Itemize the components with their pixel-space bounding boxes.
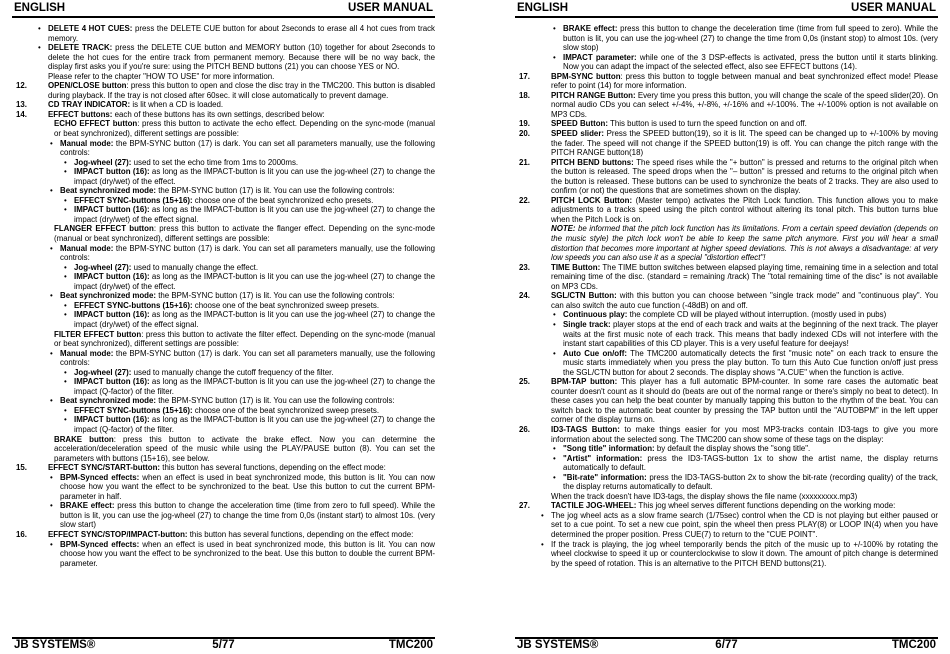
bold-term: BRAKE button [54, 434, 114, 444]
item-number: 25. [519, 377, 530, 387]
bold-term: IMPACT button (16): [74, 310, 150, 320]
bullet-item [12, 24, 435, 43]
bold-term: EFFECT SYNC/STOP/IMPACT-button: [48, 529, 188, 539]
item-text: is lit when a CD is loaded. [130, 100, 224, 110]
bullet-item [12, 167, 435, 186]
item-number: 20. [519, 129, 530, 139]
footer-model: TMC200 [891, 639, 936, 651]
bold-term: OPEN/CLOSE button [48, 81, 127, 91]
item-text: The jog wheel acts as a slow frame search (1/75sec) control when the CD is not playing but either paused or set to a cue point. To set a new cue point, spin the wheel then press PLAY(8) or LOOP IN(4) when you have determined the proper position. Press CUE(7) to return to the "CUE POINT". [551, 510, 938, 539]
bold-term: ID3-TAGS Button: [551, 424, 620, 434]
numbered-item [12, 530, 435, 540]
numbered-item [12, 100, 435, 110]
item-text: as long as the IMPACT-button is lit you can use the jog-wheel (27) to change the impact (dry/wet) of the effect. [74, 272, 435, 291]
bullet-item [12, 244, 435, 263]
paragraph [12, 119, 435, 138]
page-header [12, 2, 435, 17]
item-text: choose one of the beat synchronized echo presets. [192, 195, 374, 205]
paragraph [12, 72, 435, 82]
header-title: USER MANUAL [851, 2, 936, 14]
bullet-item [12, 186, 435, 196]
bullet-item [12, 406, 435, 416]
bullet-item [515, 349, 938, 378]
item-text: the BPM-SYNC button (17) is lit. You can use the following controls: [156, 186, 395, 196]
item-number: 12. [16, 81, 27, 91]
item-text: with this button you can choose between "single track mode" and "continuous play". You can also switch the auto cue function (-48dB) on and off. [551, 291, 938, 310]
bold-term: PITCH RANGE Button: [551, 90, 636, 100]
bold-term: EFFECT buttons: [48, 109, 113, 119]
item-text: the BPM-SYNC button (17) is lit. You can use the following controls: [156, 396, 395, 406]
bold-term: BPM-Synced effects: [60, 539, 140, 549]
header-rule [515, 16, 938, 18]
numbered-item [515, 72, 938, 91]
item-text: press the ID3-TAGS-button 2x to show the bit-rate (recording quality) of the track, the display returns automatically to default. [563, 472, 938, 492]
item-number: 16. [16, 529, 27, 539]
item-text: press the DELETE CUE button and MEMORY button (10) together for about 2seconds to delete the hot cues for the entire track from permanent memory. Because there will be no way back, the display first asks you if you're sure: using the PITCH BEND buttons (21) you can choose YES or NO. [48, 43, 435, 72]
bold-term: PITCH LOCK Button: [551, 195, 633, 205]
item-text: This jog wheel serves different functions depending on the working mode: [636, 501, 896, 511]
bullet-item [515, 511, 938, 540]
page-body [515, 24, 938, 634]
bold-term: IMPACT button (16): [74, 205, 150, 215]
item-text: The speed rises while the "+ button" is pressed and returns to the original pitch when the button is released. The speed drops when the "– button" is pressed and returns to the original pitch when the button is released. These buttons can be used to synchronize the beats of 2 tracks. They are also used to confirm (or not) the questions that are sometimes shown on the display. [551, 157, 938, 196]
bullet-item [12, 43, 435, 72]
bold-term: Beat synchronized mode: [60, 186, 157, 196]
item-text: press this button to change the deceleration time (time from full speed to zero). While the button is lit, you can use the jog-wheel (27) to change the time from 0,0s (instant stop) to almost 10s. (very slow stop) [563, 24, 938, 53]
numbered-item [515, 129, 938, 158]
bold-term: FLANGER EFFECT button [54, 224, 154, 234]
item-text: the BPM-SYNC button (17) is dark. You can set all parameters manually, use the following controls: [60, 138, 435, 158]
item-text: each of these buttons has its own settings, described below: [112, 109, 325, 119]
bullet-item [515, 320, 938, 349]
item-text: by default the display shows the "song title". [654, 444, 811, 454]
item-number: 14. [16, 109, 27, 119]
bullet-item [12, 540, 435, 569]
page-footer [515, 639, 938, 653]
bullet-item [12, 501, 435, 530]
item-text: : press this button to activate the flanger effect. Depending on the sync-mode (manual or beat synchronized), different settings are possible: [54, 224, 435, 244]
item-text: press this button to change the acceleration time (time from zero to full speed). While the button is lit, you can use the jog-wheel (27) to change the time from 0,0s (instant start) to almost 10s. (very slow start) [60, 501, 435, 530]
bold-term: DELETE 4 HOT CUES: [48, 24, 133, 33]
item-text: the BPM-SYNC button (17) is dark. You can set all parameters manually, use the following controls: [60, 243, 435, 263]
bold-term: BRAKE effect: [60, 501, 115, 511]
bullet-item [515, 24, 938, 53]
bold-term: FILTER EFFECT button [54, 329, 142, 339]
bullet-item [12, 139, 435, 158]
numbered-item [515, 291, 938, 310]
manual-page-right [515, 0, 938, 654]
footer-page-number: 6/77 [715, 639, 738, 651]
bold-term: Jog-wheel (27): [74, 262, 132, 272]
bullet-item [12, 291, 435, 301]
bold-term: IMPACT button (16): [74, 272, 150, 282]
bold-term: NOTE: [551, 224, 576, 234]
header-rule [12, 16, 435, 18]
item-text: as long as the IMPACT-button is lit you can use the jog-wheel (27) to change the impact (Q-factor) of the filter. [74, 415, 435, 434]
item-number: 27. [519, 501, 530, 511]
numbered-item [515, 501, 938, 511]
header-language: ENGLISH [14, 2, 66, 14]
item-text: Please refer to the chapter "HOW TO USE" for more information. [48, 71, 275, 81]
item-text: used to set the echo time from 1ms to 2000ms. [131, 157, 299, 167]
numbered-item [515, 158, 938, 196]
bold-term: BPM-SYNC button [551, 71, 621, 81]
numbered-item [515, 196, 938, 225]
item-number: 17. [519, 71, 530, 81]
item-text: The TMC200 automatically detects the first "music note" on each track to ensure the music starts immediately when you press the play button. To turn this Auto Cue function on/off just press the SGL/CTN button for about 2 seconds. The display shows "A.CUE" when the function is active. [563, 348, 938, 377]
bullet-item [12, 196, 435, 206]
bullet-item [12, 415, 435, 434]
bold-term: Single track: [563, 319, 611, 329]
bold-term: Continuous play: [563, 310, 628, 320]
item-number: 19. [519, 119, 530, 129]
item-text: as long as the IMPACT-button is lit you can use the jog-wheel (27) to change the impact (dry/wet) of the effect signal. [74, 310, 435, 329]
bold-term: "Bit-rate" information: [563, 472, 647, 482]
item-number: 22. [519, 195, 530, 205]
bullet-item [12, 349, 435, 368]
item-number: 21. [519, 157, 530, 167]
item-text: : press this button to activate the echo effect. Depending on the sync-mode (manual or beat synchronized), different settings are possible: [54, 119, 435, 139]
item-text: : press this button to open and close the disc tray in the TMC200. This button is disabled during playback. If the tray is not closed after 60sec. it will close automatically to prevent damage. [48, 81, 435, 100]
item-text: (Master tempo) activates the Pitch Lock function. This function allows you to make adjustments to a tracks speed using the pitch control without altering its tonal pitch. This button turns blue when the Pitch Lock is on. [551, 195, 938, 224]
item-text: player stops at the end of each track and waits at the beginning of the next track. The player waits at the first music note of each track. This means that badly indexed CDs will not interfere with the instant start capabilities of this CD player. This is a very useful feature for deejays! [563, 319, 938, 349]
bullet-item [12, 263, 435, 273]
item-number: 15. [16, 463, 27, 473]
item-text: choose one of the beat synchronized sweep presets. [192, 405, 380, 415]
footer-page-number: 5/77 [212, 639, 235, 651]
bold-term: CD TRAY INDICATOR: [48, 100, 131, 110]
bullet-item [12, 301, 435, 311]
bold-term: IMPACT button (16): [74, 377, 150, 387]
bold-term: SPEED Button: [551, 119, 608, 129]
item-text: If the track is playing, the jog wheel temporarily bends the pitch of the music up to +/-100% by rotating the wheel clockwise to speed it up or counterclockwise to slow it down. The amount of pitch change is determined by the speed of rotation. This is an alternative to the PITCH BEND buttons(21). [551, 539, 938, 568]
item-text: to make things easier for you most MP3-tracks contain ID3-tags to give you more information about the selected song. The TMC200 can show some of these tags on the display: [551, 424, 938, 444]
bold-term: Manual mode: [60, 243, 114, 253]
item-number: 18. [519, 90, 530, 100]
note-paragraph [515, 224, 938, 262]
bold-term: Jog-wheel (27): [74, 157, 132, 167]
item-text: Press the SPEED button(19), so it is lit. The speed can be changed up to +/-100% by moving the fader. The speed will not change if the SPEED button(19) is off. You can change the pitch range with the PITCH RANGE button(18) [551, 129, 938, 158]
manual-page-left [12, 0, 435, 654]
bold-term: Manual mode: [60, 138, 114, 148]
item-text: : press this button to activate the filter effect. Depending on the sync-mode (manual or beat synchronized), different settings are possible: [54, 329, 435, 349]
item-text: as long as the IMPACT-button is lit you can use the jog-wheel (27) to change the impact (dry/wet) of the effect signal. [74, 205, 435, 224]
item-text: when an effect is used in beat synchronized mode, this button is lit. You can now choose how you want the effect to be synchronized to the beat. Use this button to cut the current BPM-parameter in half. [60, 472, 435, 501]
item-text: Every time you press this button, you will change the scale of the speed slider(20). On normal audio CDs you can select +/-4%, +/-8%, +/-16% and +/-100%. The +/-100% option is not available on MP3 CDs. [551, 90, 938, 119]
item-text: : press this button to activate the brake effect. Now you can determine the acceleration/deceleration speed of the music while using the PLAY/PAUSE button (8). You can set the parameters with buttons (15+16), see below. [54, 434, 435, 463]
item-number: 24. [519, 291, 530, 301]
footer-brand: JB SYSTEMS® [14, 639, 96, 651]
paragraph [12, 224, 435, 243]
bullet-item [12, 158, 435, 168]
item-text: while one of the 3 DSP-effects is activated, press the button until it starts blinking. Now you can adapt the impact of the selected effect, also see EFFECT buttons (14). [563, 52, 938, 72]
header-title: USER MANUAL [348, 2, 433, 14]
bullet-item [12, 473, 435, 502]
paragraph [12, 330, 435, 349]
bullet-item [12, 368, 435, 378]
item-text: press the ID3-TAGS-button 1x to show the artist name, the display returns automatically to default. [563, 453, 938, 473]
bold-term: SPEED slider: [551, 129, 605, 139]
numbered-item [515, 91, 938, 120]
bold-term: IMPACT button (16): [74, 415, 150, 425]
item-text: be informed that the pitch lock function has its limitations. From a certain speed deviation (depends on the music style) the pitch lock won't be able to keep the same pitch anymore. First you will hear a small distortion that becomes more important at higher speed deviations. This is not always a disadvantage: at very low speeds you can also use it as a special "distortion effect"! [551, 224, 938, 263]
bold-term: IMPACT button (16): [74, 167, 150, 177]
bullet-item [515, 310, 938, 320]
item-text: When the track doesn't have ID3-tags, the display shows the file name (xxxxxxxxx.mp3) [551, 491, 858, 501]
bold-term: Beat synchronized mode: [60, 291, 157, 301]
bold-term: IMPACT parameter: [563, 52, 637, 62]
item-text: the complete CD will be played without interruption. (mostly used in pubs) [627, 310, 887, 320]
bold-term: "Artist" information: [563, 453, 643, 463]
bullet-item [12, 310, 435, 329]
footer-brand: JB SYSTEMS® [517, 639, 599, 651]
bullet-item [515, 454, 938, 473]
bold-term: "Song title" information: [563, 444, 655, 454]
item-text: choose one of the beat synchronized sweep presets. [192, 300, 380, 310]
bullet-item [12, 205, 435, 224]
item-text: as long as the IMPACT-button is lit you can use the jog-wheel (27) to change the impact (dry/wet) of the effect. [74, 167, 435, 186]
bullet-item [12, 272, 435, 291]
paragraph [515, 492, 938, 502]
item-text: This button is used to turn the speed function on and off. [607, 119, 807, 129]
bold-term: BPM-TAP button: [551, 377, 618, 387]
numbered-item [515, 263, 938, 292]
item-text: : press this button to toggle between manual and beat synchronized effect mode! Please refer to point (14) for more information. [551, 71, 938, 91]
bullet-item [515, 473, 938, 492]
item-text: this button has several functions, depending on the effect mode: [187, 529, 414, 539]
item-text: used to manually change the effect. [131, 262, 259, 272]
bold-term: TACTILE JOG-WHEEL: [551, 501, 637, 511]
bold-term: PITCH BEND buttons: [551, 157, 634, 167]
bold-term: Auto Cue on/off: [563, 348, 627, 358]
bullet-item [12, 396, 435, 406]
item-text: The TIME button switches between elapsed playing time, remaining time in a selection and total remaining time of the disc. (standard = remaining /track) The "total remaining time of the disc" is not available on MP3 CDs. [551, 262, 938, 291]
item-number: 13. [16, 100, 27, 110]
bold-term: EFFECT SYNC/START-button: [48, 463, 161, 473]
bold-term: SGL/CTN Button: [551, 291, 617, 301]
numbered-item [515, 425, 938, 444]
item-number: 26. [519, 424, 530, 434]
item-number: 23. [519, 262, 530, 272]
bold-term: BRAKE effect: [563, 24, 618, 33]
header-language: ENGLISH [517, 2, 569, 14]
bold-term: Beat synchronized mode: [60, 396, 157, 406]
bold-term: ECHO EFFECT button [54, 119, 138, 129]
bold-term: DELETE TRACK: [48, 43, 113, 53]
numbered-item [12, 81, 435, 100]
item-text: as long as the IMPACT-button is lit you can use the jog-wheel (27) to change the impact (Q-factor) of the filter. [74, 377, 435, 396]
item-text: the BPM-SYNC button (17) is dark. You can set all parameters manually, use the following controls: [60, 348, 435, 368]
page-footer [12, 639, 435, 653]
item-text: this button has several functions, depending on the effect mode: [160, 463, 386, 473]
bold-term: BPM-Synced effects: [60, 472, 140, 482]
numbered-item [515, 377, 938, 425]
item-text: used to manually change the cutoff frequency of the filter. [131, 367, 334, 377]
page-header [515, 2, 938, 17]
footer-model: TMC200 [388, 639, 433, 651]
page-body [12, 24, 435, 634]
item-text: the BPM-SYNC button (17) is lit. You can use the following controls: [156, 291, 395, 301]
bold-term: TIME Button: [551, 262, 601, 272]
bold-term: EFFECT SYNC-buttons (15+16): [74, 195, 193, 205]
item-text: when an effect is used in beat synchronized mode, this button is lit. You can now choose how you want the effect to be synchronized to the beat. Use this button to double the current BPM-parameter. [60, 539, 435, 568]
bold-term: Jog-wheel (27): [74, 367, 132, 377]
bullet-item [515, 540, 938, 569]
bold-term: EFFECT SYNC-buttons (15+16): [74, 300, 193, 310]
item-text: press the DELETE CUE button for about 2seconds to erase all 4 hot cues from track memory. [48, 24, 435, 43]
bullet-item [12, 377, 435, 396]
paragraph [12, 435, 435, 464]
bold-term: EFFECT SYNC-buttons (15+16): [74, 405, 193, 415]
bullet-item [515, 444, 938, 454]
bullet-item [515, 53, 938, 72]
numbered-item [12, 110, 435, 120]
bold-term: Manual mode: [60, 348, 114, 358]
numbered-item [515, 119, 938, 129]
item-text: This player has a full automatic BPM-counter. In some rare cases the automatic beat counter doesn't count as it should do (beats are out of the normal range or there's simply no beat to detect). In these cases you can help the beat counter by manually tapping this button to the rhythm of the beat. You can switch back to the automatic beat counter by pressing the TAP button until the "AUTOBPM" in the left upper corner of the display turns on. [551, 377, 938, 425]
numbered-item [12, 463, 435, 473]
